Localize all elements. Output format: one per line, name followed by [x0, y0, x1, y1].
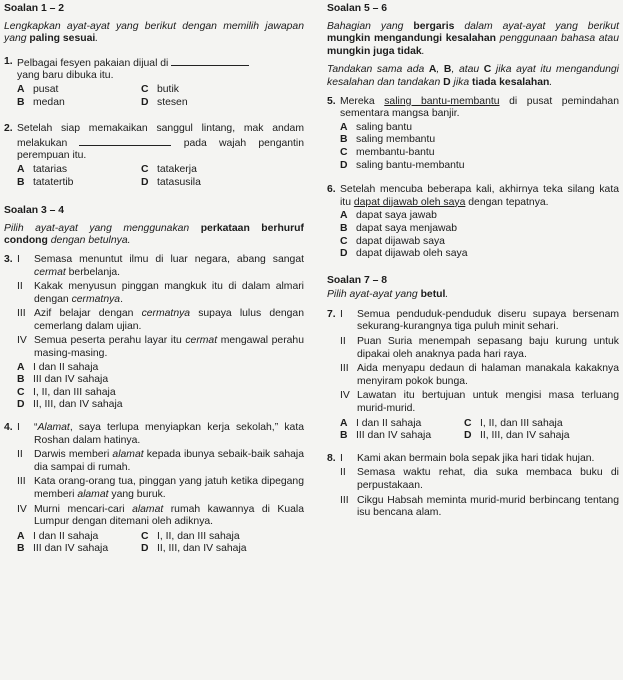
right-column [327, 3, 619, 520]
statement-text: Puan Suria menempah sepasang baju kurung untuk dipakai oleh anaknya pada hari raya. [357, 336, 619, 360]
option-text: II, III, dan IV sahaja [33, 399, 123, 411]
option-letter: A [17, 361, 25, 373]
statement-text: Semua peserta perahu layar itu cermat mengawal perahu masing-masing. [34, 335, 304, 360]
option-letter[interactable]: B [340, 430, 348, 442]
option-letter[interactable]: D [141, 543, 149, 555]
section-title: Soalan 7 – 8 [327, 274, 388, 286]
roman-numeral: IV [17, 335, 27, 347]
roman-numeral: II [340, 336, 346, 348]
roman-numeral: I [340, 308, 343, 320]
option-text[interactable]: I, II, dan III sahaja [480, 417, 563, 429]
option-row[interactable] [340, 210, 619, 223]
roman-numeral: IV [340, 390, 350, 402]
options-grid [340, 418, 619, 443]
section-instruction: Lengkapkan ayat-ayat yang berikut dengan memilih jawapan yang paling sesuai. [4, 20, 304, 45]
section-title: Soalan 3 – 4 [4, 205, 65, 217]
question-number: 8. [327, 452, 336, 464]
option-letter: D [340, 159, 348, 171]
option-letter[interactable]: A [17, 163, 25, 175]
option-letter[interactable]: C [141, 163, 149, 175]
option-letter[interactable]: D [141, 96, 149, 108]
option-text[interactable]: butik [157, 83, 179, 95]
option-row[interactable] [340, 160, 619, 173]
statement-row [4, 476, 304, 501]
statement-text: Lawatan itu bertujuan untuk mengisi masa terluang murid-murid. [357, 390, 619, 415]
statement-text: Murni mencari-cari alamat rumah kawannya di Kuala Lumpur dengan ditemani oleh adiknya. [34, 503, 304, 528]
statement-text: Kata orang-orang tua, pinggan yang jatuh ketika dipegang memberi alamat yang buruk. [34, 476, 304, 500]
option-row[interactable] [17, 374, 304, 387]
option-text[interactable]: tatakerja [157, 163, 197, 175]
section-soalan-3-4 [4, 205, 304, 556]
option-row[interactable] [340, 223, 619, 236]
statement-text: Darwis memberi alamat kepada ibunya sebaik-baik sahaja dia sampai di rumah. [34, 449, 304, 473]
question-6 [327, 184, 619, 209]
option-text[interactable]: II, III, dan IV sahaja [480, 430, 570, 442]
roman-numeral: III [340, 363, 349, 375]
roman-numeral: I [17, 422, 20, 434]
answer-blank [171, 56, 249, 66]
left-column [4, 3, 304, 556]
question-2 [4, 123, 304, 163]
option-letter[interactable]: B [17, 543, 25, 555]
statement-text: Kami akan bermain bola sepak jika hari tidak hujan. [357, 452, 595, 464]
option-text[interactable]: III dan IV sahaja [356, 430, 432, 442]
option-letter: C [340, 235, 348, 247]
section-soalan-1-2 [4, 3, 304, 189]
option-letter: B [17, 374, 25, 386]
question-5 [327, 96, 619, 121]
question-text: Setelah siap memakaikan sanggul lintang, mak andam melakukan pada wajah pengantin perempuan itu. [17, 123, 305, 162]
option-letter: C [17, 386, 25, 398]
statement-text: Azif belajar dengan cermatnya supaya lulus dengan cemerlang dalam ujian. [34, 308, 304, 332]
roman-numeral: III [17, 476, 26, 488]
section-title: Soalan 1 – 2 [4, 3, 65, 14]
statement-text: Semasa menuntut ilmu di luar negara, abang sangat cermat berbelanja. [34, 253, 304, 278]
option-text[interactable]: II, III, dan IV sahaja [157, 543, 247, 555]
question-3 [4, 254, 304, 412]
option-text: saling bantu [356, 121, 413, 133]
options-list [340, 210, 619, 260]
question-text: Mereka saling bantu-membantu di pusat pemindahan sementara mangsa banjir. [340, 95, 619, 120]
statement-row [4, 449, 304, 474]
question-number: 6. [327, 184, 336, 196]
option-text[interactable]: stesen [157, 96, 188, 108]
option-row[interactable] [340, 248, 619, 261]
option-letter: B [340, 134, 348, 146]
option-letter: A [340, 210, 348, 222]
question-number: 1. [4, 55, 13, 67]
options-grid [17, 164, 304, 189]
option-letter: B [340, 222, 348, 234]
option-text[interactable]: tatarias [33, 163, 68, 175]
option-letter: C [340, 146, 348, 158]
roman-numeral: III [17, 308, 26, 320]
roman-numeral: IV [17, 503, 27, 515]
section-soalan-5-6 [327, 3, 619, 261]
roman-numeral: II [17, 449, 23, 461]
statement-text: Semasa waktu rehat, dia suka membaca buku di perpustakaan. [357, 467, 619, 491]
options-list [17, 362, 304, 412]
option-text[interactable]: III dan IV sahaja [33, 543, 109, 555]
question-text: Pelbagai fesyen pakaian dijual di yang baru dibuka itu. [17, 56, 304, 83]
option-text: saling bantu-membantu [356, 159, 465, 171]
options-list [340, 122, 619, 172]
option-letter: D [17, 399, 25, 411]
option-letter[interactable]: A [17, 530, 25, 542]
roman-numeral: I [17, 253, 20, 265]
option-letter[interactable]: B [17, 96, 25, 108]
roman-numeral: III [340, 494, 349, 506]
option-letter: A [340, 121, 348, 133]
option-text: saling membantu [356, 134, 436, 146]
statement-row [327, 309, 619, 334]
option-letter: D [340, 248, 348, 260]
option-row[interactable] [340, 147, 619, 160]
statement-row [327, 336, 619, 361]
question-text: Setelah mencuba beberapa kali, akhirnya teka silang kata itu dapat dijawab oleh saya dengan tepatnya. [340, 184, 619, 208]
option-letter[interactable]: D [141, 176, 149, 188]
option-letter[interactable]: D [464, 430, 472, 442]
section-instruction-2: Tandakan sama ada A, B, atau C jika ayat itu mengandungi kesalahan dan tandakan D jika tiada kesalahan. [327, 64, 619, 88]
statement-text: “Alamat, saya terlupa menyiapkan kerja sekolah,” kata Roshan dalam hatinya. [34, 422, 304, 446]
option-text[interactable]: tatatertib [33, 176, 74, 188]
option-text: III dan IV sahaja [33, 374, 109, 386]
option-text[interactable]: I, II, dan III sahaja [157, 530, 240, 542]
option-text[interactable]: pusat [33, 83, 59, 95]
option-letter[interactable]: A [17, 83, 25, 95]
statement-row [327, 390, 619, 415]
option-text: I dan II sahaja [33, 361, 99, 373]
statement-row [4, 422, 304, 447]
option-text: I, II, dan III sahaja [33, 386, 116, 398]
statement-row [327, 495, 619, 520]
options-grid [17, 531, 304, 556]
question-1 [4, 56, 304, 83]
option-text: dapat dijawab saya [356, 235, 445, 247]
roman-numeral: II [17, 281, 23, 293]
option-row[interactable] [17, 362, 304, 375]
statement-row [4, 335, 304, 360]
statement-row [327, 467, 619, 492]
statement-row [4, 504, 304, 529]
question-number: 3. [4, 253, 13, 265]
option-row[interactable] [340, 122, 619, 135]
option-row[interactable] [340, 134, 619, 147]
option-letter[interactable]: C [141, 530, 149, 542]
statement-text: Semua penduduk-penduduk diseru supaya bersenam sekurang-kurangnya tiga puluh minit sehari. [357, 308, 619, 333]
roman-numeral: I [340, 452, 343, 464]
statement-row [4, 308, 304, 333]
statement-row [4, 254, 304, 279]
section-soalan-7-8 [327, 275, 619, 520]
options-grid [17, 84, 304, 109]
section-instruction: Pilih ayat-ayat yang betul. [327, 289, 449, 301]
statement-row [327, 453, 619, 466]
option-letter[interactable]: A [340, 417, 348, 429]
question-number: 5. [327, 95, 336, 107]
option-row[interactable] [17, 399, 304, 412]
option-row[interactable] [17, 387, 304, 400]
option-letter[interactable]: B [17, 176, 25, 188]
option-letter[interactable]: C [141, 83, 149, 95]
option-text: dapat saya jawab [356, 210, 437, 222]
option-text: dapat saya menjawab [356, 222, 458, 234]
question-7 [327, 309, 619, 443]
option-text[interactable]: medan [33, 96, 65, 108]
question-4 [4, 422, 304, 556]
option-row[interactable] [340, 236, 619, 249]
statement-row [327, 363, 619, 388]
option-letter[interactable]: C [464, 417, 472, 429]
question-number: 7. [327, 308, 336, 320]
question-number: 2. [4, 123, 13, 135]
statement-text: Kakak menyusun pinggan mangkuk itu di dalam almari dengan cermatnya. [34, 281, 304, 305]
option-text[interactable]: I dan II sahaja [33, 530, 99, 542]
section-instruction: Pilih ayat-ayat yang menggunakan perkataan berhuruf condong dengan betulnya. [4, 222, 304, 247]
statement-text: Aida menyapu dedaun di halaman manakala kakaknya menyiram pokok bunga. [357, 363, 619, 387]
statement-row [4, 281, 304, 306]
roman-numeral: II [340, 467, 346, 479]
answer-blank [79, 136, 171, 146]
option-text[interactable]: I dan II sahaja [356, 417, 422, 429]
section-title: Soalan 5 – 6 [327, 3, 388, 14]
question-8 [327, 453, 619, 520]
question-number: 4. [4, 422, 13, 434]
option-text[interactable]: tatasusila [157, 176, 201, 188]
option-text: membantu-bantu [356, 146, 435, 158]
option-text: dapat dijawab oleh saya [356, 248, 468, 260]
statement-text: Cikgu Habsah meminta murid-murid berbincang tentang isu bencana alam. [357, 494, 619, 519]
section-instruction: Bahagian yang bergaris dalam ayat-ayat yang berikut mungkin mengandungi kesalahan penggunaan bahasa atau mungkin juga tidak. [327, 20, 619, 57]
